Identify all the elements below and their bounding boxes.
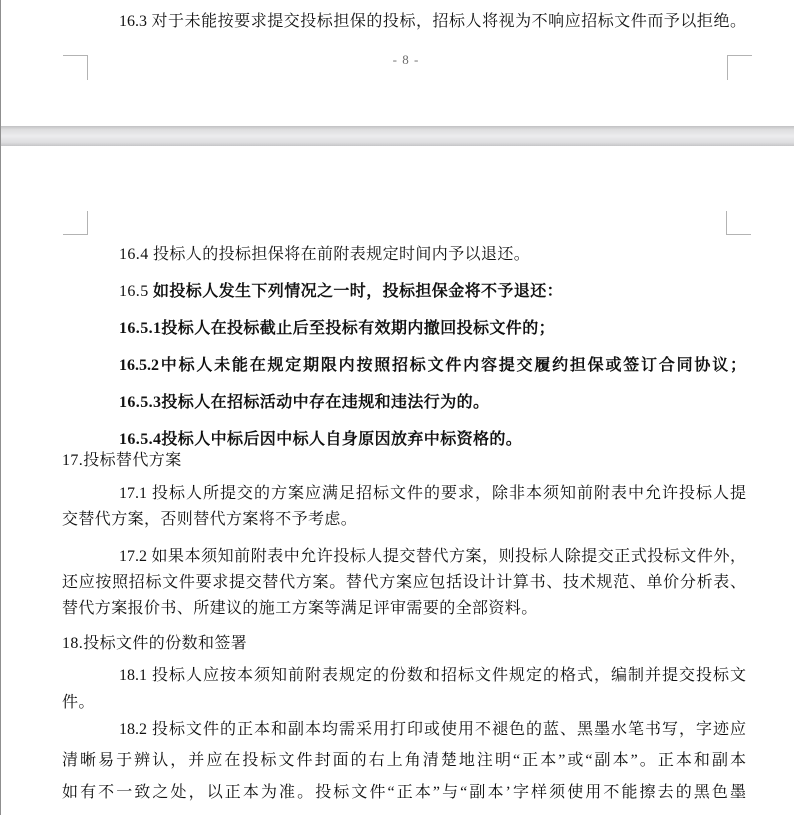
paragraph-16-5-2: 16.5.2中标人未能在规定期限内按照招标文件内容提交履约担保或签订合同协议； bbox=[119, 357, 746, 374]
paragraph-18-1-line1: 18.1 投标人应按本须知前附表规定的份数和招标文件规定的格式，编制并提交投标文 bbox=[119, 667, 746, 684]
paragraph-16-5-1: 16.5.1投标人在投标截止后至投标有效期内撤回投标文件的； bbox=[119, 320, 556, 337]
section-heading-17: 17.投标替代方案 bbox=[62, 452, 182, 469]
page-number: - 8 - bbox=[392, 52, 420, 67]
crop-mark-page8-right bbox=[727, 55, 752, 80]
crop-mark-page9-left bbox=[63, 211, 88, 235]
page-8[interactable] bbox=[0, 0, 794, 126]
page-9[interactable] bbox=[0, 146, 794, 815]
paragraph-16-5-3: 16.5.3投标人在招标活动中存在违规和违法行为的。 bbox=[119, 394, 490, 411]
crop-mark-page9-right bbox=[726, 211, 751, 235]
clause-text-16-5: 如投标人发生下列情况之一时，投标担保金将不予退还： bbox=[153, 283, 564, 300]
paragraph-17-2-line1: 17.2 如果本须知前附表中允许投标人提交替代方案，则投标人除提交正式投标文件外， bbox=[119, 548, 746, 565]
paragraph-18-2-line2: 清晰易于辨认，并应在投标文件封面的右上角清楚地注明“正本”或“副本”。正本和副本 bbox=[62, 752, 746, 769]
paragraph-18-2-line3: 如有不一致之处，以正本为准。投标文件“正本”与“副本’字样须使用不能擦去的黑色墨 bbox=[62, 784, 746, 801]
paragraph-17-2-line2: 还应按照招标文件要求提交替代方案。替代方案应包括设计计算书、技术规范、单价分析表、 bbox=[62, 574, 746, 591]
paragraph-16-5 bbox=[62, 282, 746, 302]
viewport-left-edge bbox=[0, 0, 1, 815]
paragraph-17-2-line3: 替代方案报价书、所建议的施工方案等满足评审需要的全部资料。 bbox=[62, 600, 538, 617]
clause-number-16-5: 16.5 bbox=[119, 283, 153, 300]
paragraph-16-5-4: 16.5.4投标人中标后因中标人自身原因放弃中标资格的。 bbox=[119, 431, 523, 448]
crop-mark-page8-left bbox=[63, 55, 88, 80]
section-heading-18: 18.投标文件的份数和签署 bbox=[62, 635, 248, 652]
page-gap bbox=[0, 126, 794, 146]
paragraph-16-3: 16.3 对于未能按要求提交投标担保的投标，招标人将视为不响应招标文件而予以拒绝。 bbox=[119, 13, 746, 30]
paragraph-18-1-line2: 件。 bbox=[62, 694, 95, 711]
paragraph-18-2-line1: 18.2 投标文件的正本和副本均需采用打印或使用不褪色的蓝、黑墨水笔书写，字迹应 bbox=[119, 721, 746, 738]
paragraph-17-1-line1: 17.1 投标人所提交的方案应满足招标文件的要求，除非本须知前附表中允许投标人提 bbox=[119, 485, 746, 502]
paragraph-17-1-line2: 交替代方案，否则替代方案将不予考虑。 bbox=[62, 511, 358, 528]
paragraph-16-4: 16.4 投标人的投标担保将在前附表规定时间内予以退还。 bbox=[119, 246, 531, 263]
